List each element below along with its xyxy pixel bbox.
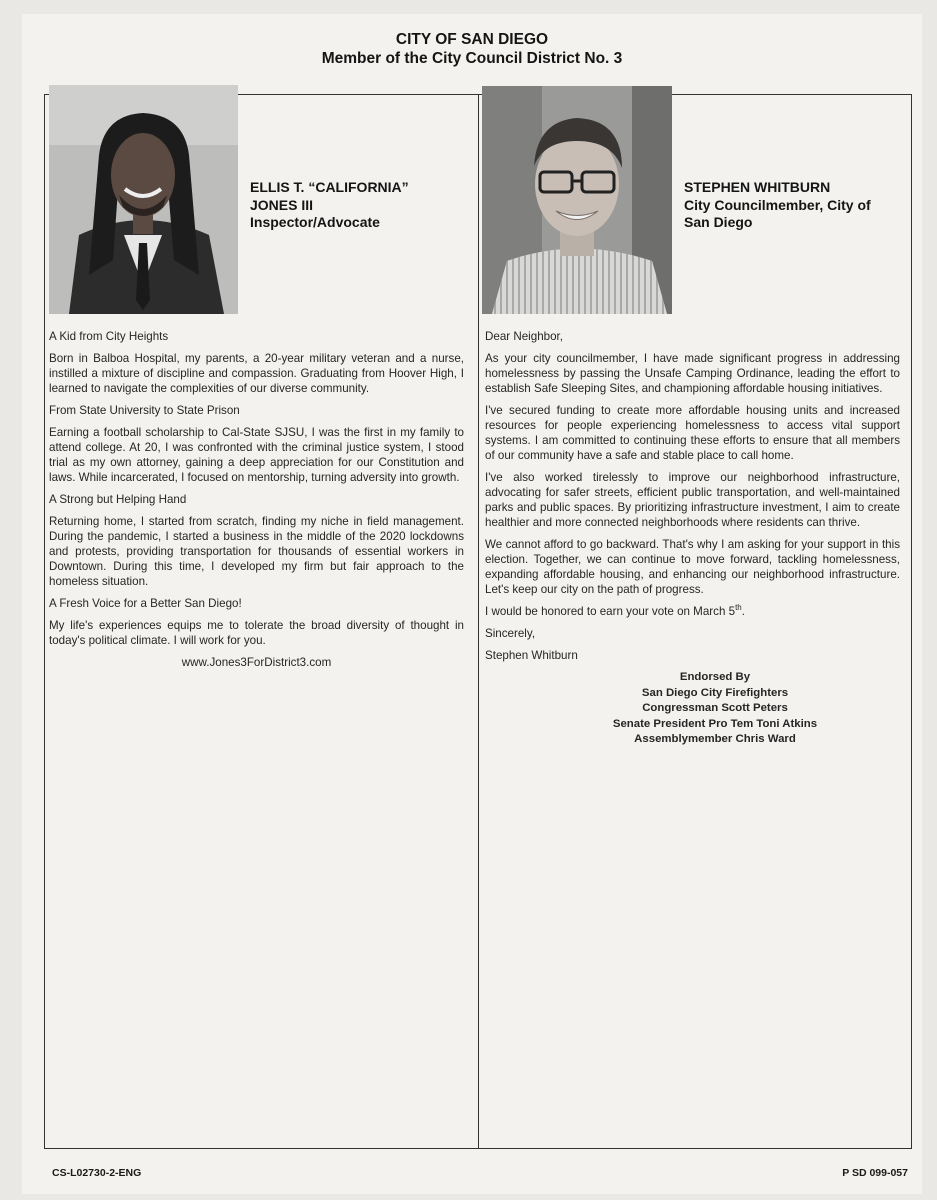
endorsed-heading: Endorsed By <box>679 671 751 683</box>
vote-suffix: th <box>735 603 742 613</box>
ballot-page <box>22 14 922 1194</box>
candidate-name-whitburn <box>684 179 909 232</box>
candidate-photo-whitburn <box>482 86 672 314</box>
vote-text: I would be honored to earn your vote on March 5 <box>485 605 736 618</box>
statement-whitburn <box>485 329 900 748</box>
name-line-1: ELLIS T. “CALIFORNIA” <box>250 179 409 195</box>
statement-paragraph: We cannot afford to go backward. That's why I am asking for your support in this election. Together, we can continue to move forward, tackling homelessness, expanding affordable housing, and enhancing our neighborhood infrastructure. Let's keep our city on the path of progress. <box>485 538 900 596</box>
endorsement-item: Assemblymember Chris Ward <box>634 733 796 745</box>
candidate-occupation: Inspector/Advocate <box>250 214 380 230</box>
section-heading: A Fresh Voice for a Better San Diego! <box>49 597 242 610</box>
candidate-name-jones <box>250 179 460 232</box>
statement-jones <box>49 329 464 677</box>
header-city: CITY OF SAN DIEGO <box>395 31 549 48</box>
section-body: Returning home, I started from scratch, finding my niche in field management. During the pandemic, I started a business in the middle of the 2020 lockdowns and protests, providing transportation for thousands of essential workers in Downtown. During this time, I developed my firm but fair approach to the homeless situation. <box>49 515 464 588</box>
campaign-website: www.Jones3ForDistrict3.com <box>181 656 332 669</box>
statement-paragraph: As your city councilmember, I have made significant progress in addressing homelessness by passing the Unsafe Camping Ordinance, leading the effort to establish Safe Sleeping Sites, and championing affordable housing initiatives. <box>485 352 900 395</box>
form-code: CS-L02730-2-ENG <box>52 1167 142 1179</box>
vote-period: . <box>741 605 745 618</box>
section-body: Born in Balboa Hospital, my parents, a 20-year military veteran and a nurse, instilled a mixture of discipline and compassion. Graduating from Hoover High, I learned to navigate the complexities of our diverse community. <box>49 352 464 395</box>
signature: Stephen Whitburn <box>485 649 578 662</box>
occupation-line-1: City Councilmember, City of <box>684 196 871 213</box>
endorsement-item: Senate President Pro Tem Toni Atkins <box>612 717 818 730</box>
occupation-line-2: San Diego <box>684 214 753 230</box>
header-office: Member of the City Council District No. 3 <box>321 50 623 67</box>
salutation: Dear Neighbor, <box>485 330 563 343</box>
section-body: Earning a football scholarship to Cal-State SJSU, I was the first in my family to attend college. At 20, I was confronted with the criminal justice system, I stood trial as my own attorney, gaining a deep appreciation for our Constitution and laws. While incarcerated, I focused on mentorship, turning adversity into growth. <box>49 426 464 484</box>
section-heading: A Strong but Helping Hand <box>49 493 187 506</box>
section-body: My life's experiences equips me to tolerate the broad diversity of thought in today's political climate. I will work for you. <box>49 619 464 647</box>
section-heading: A Kid from City Heights <box>49 330 169 343</box>
name-line-1: STEPHEN WHITBURN <box>684 179 831 195</box>
section-heading: From State University to State Prison <box>49 404 240 417</box>
endorsement-item: San Diego City Firefighters <box>641 686 789 699</box>
page-code: P SD 099-057 <box>842 1167 908 1179</box>
endorsement-item: Congressman Scott Peters <box>642 702 788 714</box>
candidate-photo-jones <box>49 85 238 314</box>
name-line-2: JONES III <box>250 196 314 213</box>
page-header <box>22 30 922 68</box>
vote-request <box>485 604 900 619</box>
column-divider <box>478 94 479 1149</box>
statement-paragraph: I've also worked tirelessly to improve our neighborhood infrastructure, advocating for safer streets, efficient public transportation, and well-maintained parks and public spaces. By prioritizing infrastructure investment, I aim to create healthier and more connected neighborhoods where residents can thrive. <box>485 471 900 529</box>
statement-paragraph: I've secured funding to create more affordable housing units and increased resources for people experiencing homelessness to access vital support systems. I am committed to continuing these efforts to ensure that all members of our community have a safe and stable place to call home. <box>485 404 900 462</box>
endorsements <box>605 670 825 748</box>
closing: Sincerely, <box>485 627 536 640</box>
